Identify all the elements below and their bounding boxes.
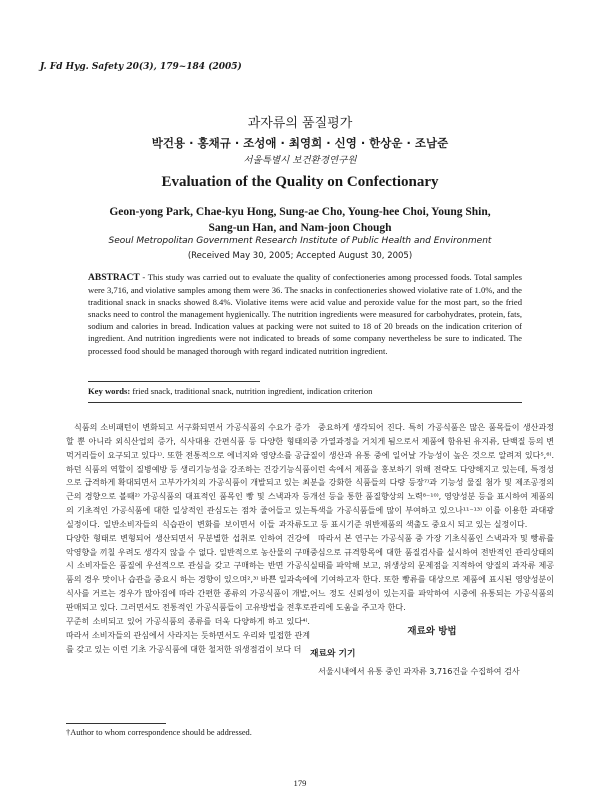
received-dates: (Received May 30, 2005; Accepted August 30, 2005) (187, 251, 413, 261)
abstract-text: - This study was carried out to evaluate the quality of confectioneries among processed foods. Total samples were 3,716, and violative samples among them were 36. The snacks in confectioneries showed violative rate of 1.0%, and the traditional snack in snacks showed 8.4%. Violative items were acid value and peroxide value for the most part, so the fried snacks need to control the management hygienically. The nutrition ingredients were measured for carbohydrates, protein, fats, sodium and calories in bread. Indication values at packing were not suited to 18 of 20 breads on the indication criterion of ingredient. And nutrition ingredients were not indicated to breads of some company nevertheless be sure to indicated. The processed food should be managed thorough with regard indicated nutrition ingredient. (88, 272, 522, 356)
body-column-right (310, 421, 554, 678)
abstract-heading: ABSTRACT (88, 273, 140, 283)
footnote-rule (66, 723, 166, 724)
section-heading: 재료와 방법 (407, 625, 457, 637)
keywords-rule-top (88, 381, 260, 382)
title-english: Evaluation of the Quality on Confectionary (161, 174, 439, 190)
body-column-left (66, 421, 310, 656)
authors-korean: 박건용 · 홍채규 · 조성애 · 최영희 · 신영 · 한상운 · 조남준 (151, 136, 449, 150)
keywords-heading: Key words: (88, 386, 131, 396)
affiliation-english: Seoul Metropolitan Government Research Institute of Public Health and Environment (108, 236, 492, 246)
body-paragraph: 따라서 본 연구는 가공식품 중 가장 기초식품인 스낵과자 및 빵류를 중심으로 규격항목에 대한 품질검사를 실시하여 전반적인 관리상태의 실태를 파악해 보고, 위생상의 문제점을 지적하여 양질의 과자류 제공에 기여하고자 한다. 또한 빵류를 대상으로 제품에 표시된 영양성분이 어느 정도 신뢰성이 있는지를 파악하여 시중에 유통되는 가공식품의 관리에 도움을 주고자 한다. (310, 533, 554, 612)
body-paragraph: 중요하게 생각되어 진다. 특히 가공식품은 많은 품목들이 생산과정 중 가열과정을 거치게 됨으로서 제품에 함유된 유지류, 단백질 등의 변질이 생산과 유통 중에 일어날 가능성이 높은 것으로 알려져 있다⁵,⁶⁾. 이런 속에서 제품을 홍보하기 위해 전략도 다양해지고 있는데, 특정성분을 강화한 식품들의 다량 등장⁷⁾과 기능성 물질 첨가 및 제조공정의 개선 등을 통한 품질향상의 노력⁸⁻¹⁰⁾, 영양성분 등을 표시하여 제품의 특색을 가공식품들에 많이 부여하고 있으나¹¹⁻¹³⁾ 이를 이용한 과대광고 등 표시기준 위반제품의 색출도 중요시 되고 있는 실정이다. (310, 423, 554, 529)
authors-english-line1: Geon-yong Park, Chae-kyu Hong, Sung-ae Cho, Young-hee Choi, Young Shin, (109, 206, 491, 218)
page-number: 179 (293, 778, 307, 788)
affiliation-korean: 서울특별시 보건환경연구원 (243, 155, 357, 166)
keywords (88, 386, 522, 396)
authors-english (100, 204, 500, 236)
title-korean: 과자류의 품질평가 (247, 116, 353, 131)
journal-citation: J. Fd Hyg. Safety 20(3), 179~184 (2005) (40, 62, 242, 72)
subsection-heading: 재료와 기기 (310, 648, 356, 659)
footnote: †Author to whom correspondence should be addressed. (66, 728, 252, 737)
body-paragraph: 서울시내에서 유통 중인 과자류 3,716건을 수집하여 검사 (318, 666, 520, 676)
abstract (88, 271, 522, 357)
keywords-rule-bottom (88, 402, 522, 403)
keywords-text: fried snack, traditional snack, nutrition ingredient, indication criterion (130, 386, 373, 396)
authors-english-line2: Sang-un Han, and Nam-joon Chough (208, 222, 392, 234)
body-paragraph: 식품의 소비패턴이 변화되고 서구화되면서 가공식품의 수요가 증가할 뿐 아니라 외식산업의 증가, 식사대용 간편식품 등 다양한 형태의 먹거리들이 요구되고 있다¹⁾. 또한 전통적으로 에너지와 영양소를 공급하던 식품의 역할이 질병예방 등 생리기능성을 강조하는 건강기능식품으로 급격하게 확대되면서 고부가가치의 가공식품이 개발되고 있는 최근의 경향으로 볼때²⁾ 가공식품의 대표적인 품목인 빵 및 스낵과자 등의 기초적인 가공식품에 대한 일상적인 관심도는 점차 줄어들고 있는 실정이다. 일반소비자들의 식습관이 변화를 보이면서 이들 과자류도 다양한 형태로 변형되어 생산되면서 무분별한 섭취로 인하여 건강에 악영향을 끼칠 우려도 생각지 않을 수 없다. 일반적으로 농산물의 구매 시 소비자들은 품질에 우선적으로 관심을 갖고 구매하는 반면 가공식품의 경우 맛이나 습관을 중요시 하는 경향이 있으며²,³⁾ 바쁜 일과속에 식사를 거르는 경우가 많아짐에 따라 간편한 종류의 가공식품이 개발, 판매되고 있다. 그러면서도 전통적인 가공식품들이 고유방법을 전후로 꾸준히 소비되고 있어 가공식품의 종류를 더욱 다양하게 하고 있다⁴⁾. 따라서 소비자들의 관심에서 사라지는 듯하면서도 우리와 밀접한 관계를 갖고 있는 이런 기초 가공식품에 대한 철저한 위생점검이 보다 더 (66, 423, 310, 654)
